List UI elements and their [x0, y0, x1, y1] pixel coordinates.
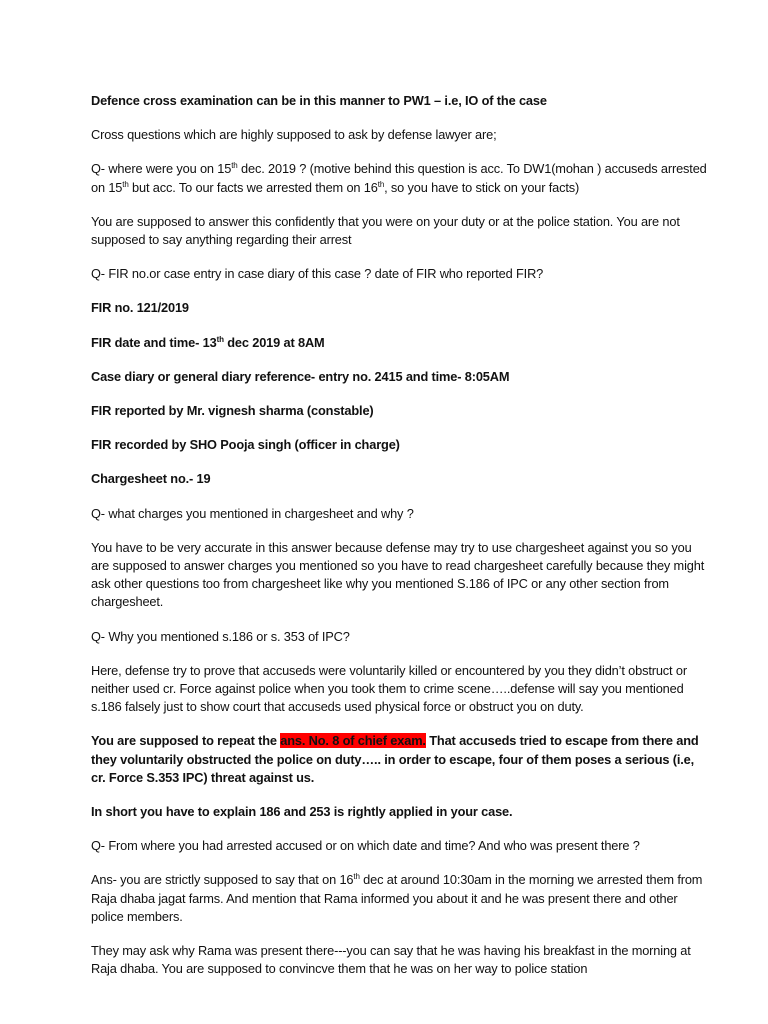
text-run: FIR date and time- 13: [91, 334, 217, 350]
chargesheet-number: Chargesheet no.- 19: [91, 471, 211, 487]
repeat-answer-paragraph: [91, 732, 708, 787]
fir-reported-by: FIR reported by Mr. vignesh sharma (constable): [91, 403, 374, 419]
answer-paragraph: Here, defense try to prove that accuseds were voluntarily killed or encountered by you they didn’t obstruct or neither used cr. Force against police when you took them to crime scene…..defense will say you mentioned s.186 falsely just to show court that accuseds used physical force or obstruct you on duty.: [91, 662, 687, 715]
text-run: dec. 2019 ? (motive behind this question is acc. To DW1(mohan ) accuseds arrested on 15: [91, 161, 707, 195]
answer-paragraph: You are supposed to answer this confidently that you were on your duty or at the police station. You are not supposed to say anything regarding their arrest: [91, 213, 680, 248]
superscript: th: [353, 872, 360, 882]
text-run: dec 2019 at 8AM: [223, 334, 325, 350]
paragraph-intro: Cross questions which are highly supposed to ask by defense lawyer are;: [91, 127, 497, 143]
doc-heading: Defence cross examination can be in this manner to PW1 – i.e, IO of the case: [91, 93, 547, 108]
text-run: , so you have to stick on your facts): [384, 179, 580, 195]
text-run: That accuseds tried to escape from there and they voluntarily obstructed the police on duty….. in order to escape, four of them poses a serious (i.e, cr. Force S.353 IPC) threat against us.: [91, 733, 699, 785]
superscript: th: [122, 179, 129, 189]
fir-date-time: [91, 334, 708, 352]
question-arrest: Q- From where you had arrested accused or on which date and time? And who was present there ?: [91, 838, 640, 854]
answer-arrest: [91, 871, 708, 926]
text-run: dec at around 10:30am in the morning we arrested them from Raja dhaba jagat farms. And mention that Rama informed you about it and he was present there and other police members.: [91, 872, 703, 924]
answer-paragraph: You have to be very accurate in this answer because defense may try to use chargesheet against you so you are supposed to answer charges you mentioned so you have to read chargesheet carefully because they might ask other questions too from chargesheet like why you mentioned S.186 of IPC or any other section from chargesheet.: [91, 539, 705, 610]
question-fir: Q- FIR no.or case entry in case diary of this case ? date of FIR who reported FIR?: [91, 266, 544, 282]
highlighted-text: ans. No. 8 of chief exam.: [280, 733, 426, 749]
answer-paragraph: They may ask why Rama was present there---you can say that he was having his breakfast in the morning at Raja dhaba. You are supposed to convincve them that he was on her way to police station: [91, 943, 691, 977]
question-charges: Q- what charges you mentioned in chargesheet and why ?: [91, 505, 414, 521]
summary-paragraph: In short you have to explain 186 and 253 is rightly applied in your case.: [91, 804, 513, 820]
question-date: [91, 160, 708, 196]
text-run: Ans- you are strictly supposed to say that on 16: [91, 872, 354, 888]
text-run: Q- where were you on 15: [91, 161, 232, 177]
question-sections: Q- Why you mentioned s.186 or s. 353 of IPC?: [91, 628, 350, 644]
superscript: th: [231, 161, 238, 171]
fir-recorded-by: FIR recorded by SHO Pooja singh (officer in charge): [91, 437, 400, 453]
text-run: You are supposed to repeat the: [91, 733, 281, 749]
superscript: th: [216, 334, 224, 344]
superscript: th: [377, 179, 385, 189]
fir-number: FIR no. 121/2019: [91, 300, 189, 316]
case-diary-reference: Case diary or general diary reference- entry no. 2415 and time- 8:05AM: [91, 368, 510, 384]
text-run: but acc. To our facts we arrested them on 16: [128, 179, 378, 195]
